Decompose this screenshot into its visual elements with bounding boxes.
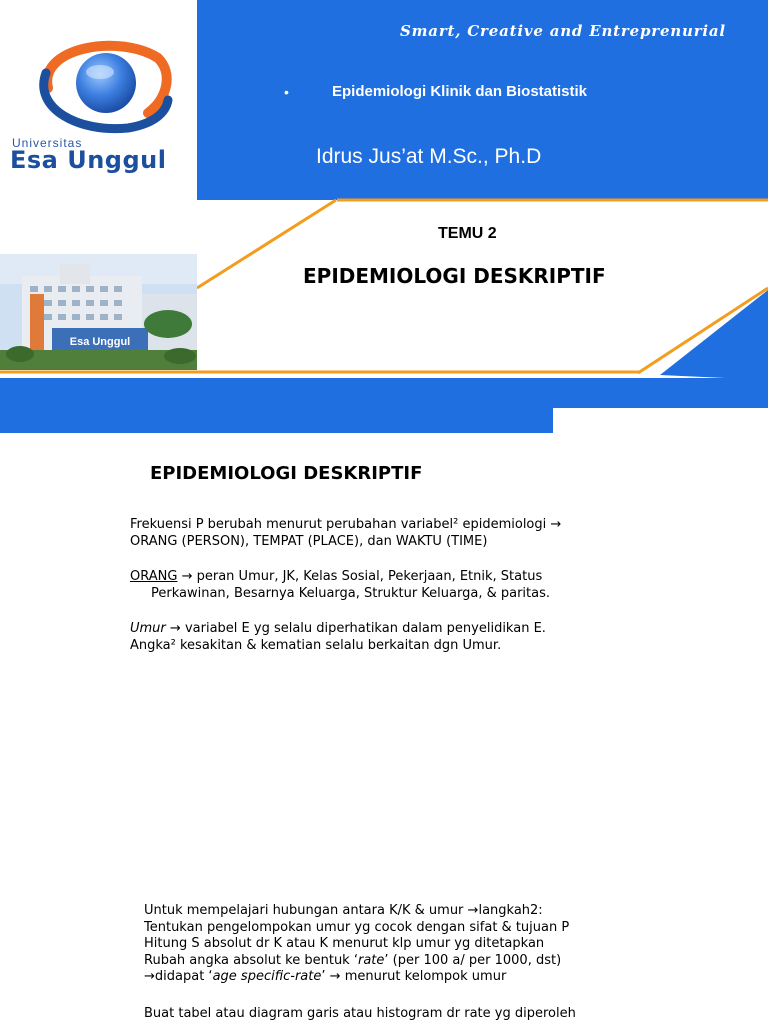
paragraph-frekuensi — [130, 517, 561, 550]
blue-footer-bar — [0, 378, 768, 408]
text-line — [144, 969, 569, 986]
meeting-label: TEMU 2 — [438, 225, 497, 242]
term-umur: Umur — [130, 621, 166, 636]
steps-block — [144, 903, 569, 986]
slide-title: EPIDEMIOLOGI DESKRIPTIF — [303, 264, 606, 288]
arrow-icon: → — [550, 517, 562, 532]
lecturer-name: Idrus Jus’at M.Sc., Ph.D — [316, 145, 542, 168]
term-age-specific-rate: age specific-rate — [212, 969, 322, 984]
university-logo — [8, 28, 194, 178]
term-orang: ORANG — [130, 569, 178, 584]
text: ’ — [321, 969, 326, 984]
paragraph-umur — [130, 621, 546, 654]
arrow-icon: → — [144, 969, 155, 984]
campus-sign-text: Esa Unggul — [69, 336, 131, 348]
text: didapat ‘ — [154, 969, 213, 984]
arrow-icon: → — [329, 969, 341, 984]
text: Frekuensi P berubah menurut perubahan variabel² epidemiologi — [130, 517, 547, 532]
text: variabel E yg selalu diperhatikan dalam penyelidikan E. — [184, 621, 546, 636]
text-line — [144, 903, 569, 920]
text-line — [144, 953, 569, 970]
text-line: Perkawinan, Besarnya Keluarga, Struktur Keluarga, & paritas. — [151, 585, 551, 601]
tagline: Smart, Creative and Entreprenurial — [400, 22, 726, 40]
arrow-icon: → — [467, 903, 479, 918]
content-title: EPIDEMIOLOGI DESKRIPTIF — [150, 463, 423, 484]
text: peran Umur, JK, Kelas Sosial, Pekerjaan, Etnik, Status — [196, 569, 543, 584]
term-rate: rate — [357, 952, 385, 968]
arrow-icon: → — [169, 621, 181, 636]
text-line — [130, 517, 561, 534]
text-line: ORANG (PERSON), TEMPAT (PLACE), dan WAKTU (TIME) — [130, 533, 488, 549]
text-line: Angka² kesakitan & kematian selalu berkaitan dgn Umur. — [130, 637, 502, 653]
text: ’ (per 100 a/ per 1000, dst) — [384, 952, 562, 968]
logo-name: Esa Unggul — [10, 146, 167, 174]
text: Rubah angka absolut ke bentuk ‘ — [144, 952, 358, 968]
text-line: Buat tabel atau diagram garis atau histogram dr rate yg diperoleh — [144, 1006, 576, 1021]
text-line: Tentukan pengelompokan umur yg cocok dengan sifat & tujuan P — [144, 919, 570, 935]
course-name: Epidemiologi Klinik dan Biostatistik — [332, 83, 588, 100]
paragraph-tabel — [144, 1006, 576, 1023]
title-slide — [0, 0, 768, 433]
text: menurut kelompok umur — [344, 969, 507, 984]
logo-globe-icon — [8, 28, 194, 138]
text: langkah2: — [478, 903, 543, 918]
text: Untuk mempelajari hubungan antara K/K & umur — [144, 903, 464, 918]
paragraph-orang — [130, 569, 550, 602]
bullet-icon: • — [284, 84, 289, 100]
arrow-icon: → — [181, 569, 193, 584]
campus-building-photo — [0, 254, 197, 370]
content-slide — [0, 433, 768, 1024]
blue-footer-step — [0, 408, 553, 433]
logo-prefix: Universitas — [12, 136, 83, 150]
text-line — [130, 621, 546, 638]
text-line: Hitung S absolut dr K atau K menurut klp umur yg ditetapkan — [144, 936, 545, 951]
text-line — [130, 569, 550, 586]
